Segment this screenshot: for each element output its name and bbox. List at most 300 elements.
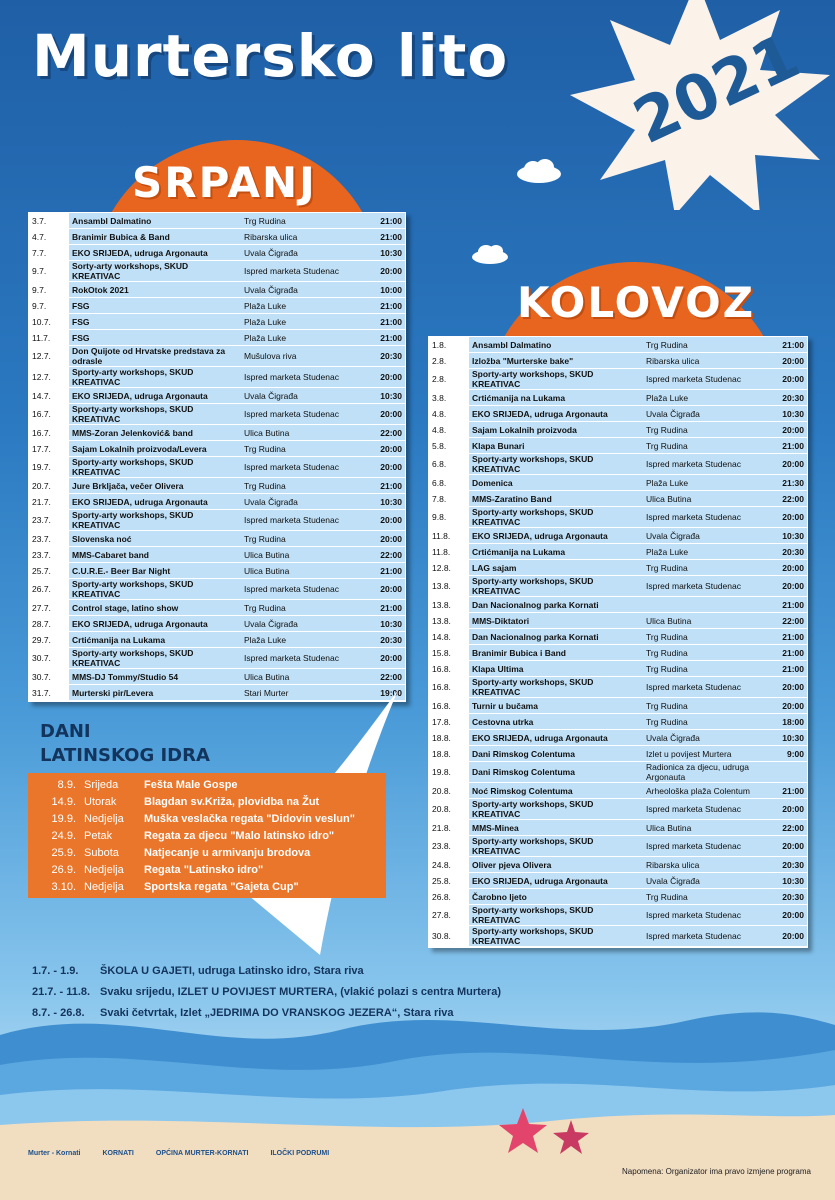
idro-date: 19.9. [51, 812, 76, 825]
schedule-event: Sporty-arty workshops, SKUD KREATIVAC [469, 799, 643, 820]
schedule-event: MMS-Zoran Jelenković& band [69, 425, 241, 441]
schedule-date: 30.8. [429, 926, 469, 947]
schedule-row [429, 597, 807, 613]
schedule-row [429, 491, 807, 507]
schedule-row [29, 404, 405, 425]
schedule-place: Ispred marketa Studenac [643, 576, 765, 597]
year-label: 2021 [622, 18, 810, 159]
schedule-time: 10:30 [363, 388, 405, 404]
schedule-event: Branimir Bubica i Band [469, 645, 643, 661]
schedule-date: 16.7. [29, 404, 69, 425]
schedule-time: 20:00 [363, 457, 405, 478]
schedule-row [429, 454, 807, 475]
schedule-place: Plaža Luke [643, 475, 765, 491]
schedule-event: Čarobno ljeto [469, 889, 643, 905]
schedule-row [429, 475, 807, 491]
schedule-row [29, 494, 405, 510]
schedule-place: Uvala Čigrađa [643, 406, 765, 422]
schedule-row [29, 648, 405, 669]
idro-row [28, 776, 386, 793]
schedule-event: Dan Nacionalnog parka Kornati [469, 597, 643, 613]
schedule-time: 9:00 [765, 746, 807, 762]
schedule-event: Slovenska noć [69, 531, 241, 547]
kolovoz-table [429, 337, 807, 947]
idro-row [28, 878, 386, 895]
schedule-time: 21:00 [363, 563, 405, 579]
schedule-place: Plaža Luke [241, 632, 363, 648]
kolovoz-title: KOLOVOZ [517, 278, 756, 327]
schedule-event: Control stage, latino show [69, 600, 241, 616]
schedule-date: 20.8. [429, 783, 469, 799]
schedule-date: 4.8. [429, 422, 469, 438]
schedule-date: 17.7. [29, 441, 69, 457]
schedule-date: 12.7. [29, 346, 69, 367]
schedule-time: 18:00 [765, 714, 807, 730]
schedule-time: 20:00 [363, 579, 405, 600]
schedule-event: Sporty-arty workshops, SKUD KREATIVAC [69, 510, 241, 531]
schedule-row [429, 369, 807, 390]
schedule-place: Trg Rudina [241, 213, 363, 229]
schedule-time: 20:00 [363, 367, 405, 388]
schedule-place: Trg Rudina [643, 337, 765, 353]
schedule-place: Uvala Čigrađa [241, 245, 363, 261]
srpanj-table [29, 213, 405, 701]
schedule-event: Dani Rimskog Colentuma [469, 762, 643, 783]
schedule-row [29, 213, 405, 229]
schedule-date: 12.7. [29, 367, 69, 388]
schedule-row [429, 746, 807, 762]
schedule-row [429, 507, 807, 528]
schedule-place: Uvala Čigrađa [643, 528, 765, 544]
schedule-event: RokOtok 2021 [69, 282, 241, 298]
schedule-time: 20:00 [363, 510, 405, 531]
schedule-place: Plaža Luke [241, 330, 363, 346]
cloud-icon [470, 243, 510, 265]
schedule-time: 21:00 [765, 597, 807, 613]
dani-idra-panel [28, 773, 386, 898]
schedule-row [29, 261, 405, 282]
idro-event: Sportska regata "Gajeta Cup" [144, 880, 299, 893]
bottom-range: 1.7. - 1.9. [32, 964, 79, 977]
schedule-date: 18.8. [429, 746, 469, 762]
schedule-place: Trg Rudina [241, 441, 363, 457]
schedule-time: 20:00 [363, 531, 405, 547]
schedule-date: 27.7. [29, 600, 69, 616]
schedule-row [429, 560, 807, 576]
schedule-date: 19.7. [29, 457, 69, 478]
sponsor-logos [28, 1150, 329, 1158]
schedule-place: Ulica Butina [643, 491, 765, 507]
schedule-date: 4.8. [429, 406, 469, 422]
schedule-event: EKO SRIJEDA, udruga Argonauta [69, 494, 241, 510]
schedule-date: 13.8. [429, 597, 469, 613]
schedule-date: 20.7. [29, 478, 69, 494]
schedule-date: 3.8. [429, 390, 469, 406]
idro-date: 26.9. [51, 863, 76, 876]
idro-event: Regata za djecu "Malo latinsko idro" [144, 829, 335, 842]
schedule-event: Dani Rimskog Colentuma [469, 746, 643, 762]
idro-day: Nedjelja [84, 812, 124, 825]
schedule-date: 9.8. [429, 507, 469, 528]
schedule-event: Sporty-arty workshops, SKUD KREATIVAC [469, 369, 643, 390]
starfish-icon [552, 1120, 590, 1154]
starfish-icon [498, 1108, 548, 1154]
bottom-text: Svaki četvrtak, Izlet „JEDRIMA DO VRANSKOG JEZERA“, Stara riva [100, 1006, 454, 1019]
schedule-place: Ispred marketa Studenac [241, 367, 363, 388]
schedule-event: Sporty-arty workshops, SKUD KREATIVAC [69, 404, 241, 425]
schedule-time: 20:00 [363, 441, 405, 457]
schedule-event: Sporty-arty workshops, SKUD KREATIVAC [469, 905, 643, 926]
schedule-event: Sporty-arty workshops, SKUD KREATIVAC [69, 457, 241, 478]
schedule-date: 13.8. [429, 613, 469, 629]
idro-day: Nedjelja [84, 863, 124, 876]
sponsor-logo: ILOČKI PODRUMI [270, 1150, 330, 1157]
schedule-time: 10:30 [765, 406, 807, 422]
schedule-row [429, 528, 807, 544]
schedule-place: Ulica Butina [643, 613, 765, 629]
schedule-date: 11.7. [29, 330, 69, 346]
schedule-date: 14.8. [429, 629, 469, 645]
schedule-time: 20:30 [765, 390, 807, 406]
schedule-row [429, 645, 807, 661]
schedule-time: 20:00 [765, 799, 807, 820]
schedule-time: 21:00 [765, 645, 807, 661]
schedule-date: 29.7. [29, 632, 69, 648]
schedule-row [429, 677, 807, 698]
schedule-place: Ispred marketa Studenac [643, 454, 765, 475]
schedule-row [429, 926, 807, 947]
schedule-time: 20:00 [765, 677, 807, 698]
schedule-event: EKO SRIJEDA, udruga Argonauta [69, 616, 241, 632]
schedule-row [429, 337, 807, 353]
schedule-time: 22:00 [765, 491, 807, 507]
schedule-place: Ispred marketa Studenac [643, 836, 765, 857]
schedule-date: 3.7. [29, 213, 69, 229]
schedule-date: 2.8. [429, 353, 469, 369]
idro-day: Srijeda [84, 778, 119, 791]
schedule-time: 22:00 [765, 613, 807, 629]
idro-date: 24.9. [51, 829, 76, 842]
schedule-row [29, 425, 405, 441]
schedule-event: Sorty-arty workshops, SKUD KREATIVAC [69, 261, 241, 282]
schedule-date: 9.7. [29, 282, 69, 298]
schedule-place: Trg Rudina [241, 478, 363, 494]
schedule-date: 11.8. [429, 528, 469, 544]
schedule-time: 20:30 [765, 857, 807, 873]
schedule-date: 25.7. [29, 563, 69, 579]
schedule-event: Sporty-arty workshops, SKUD KREATIVAC [469, 677, 643, 698]
idro-day: Subota [84, 846, 119, 859]
schedule-date: 4.7. [29, 229, 69, 245]
schedule-time [765, 762, 807, 783]
schedule-time: 22:00 [363, 425, 405, 441]
schedule-row [429, 836, 807, 857]
schedule-row [429, 698, 807, 714]
schedule-event: Dan Nacionalnog parka Kornati [469, 629, 643, 645]
schedule-place: Ispred marketa Studenac [643, 677, 765, 698]
schedule-event: LAG sajam [469, 560, 643, 576]
poster-title: Murtersko lito [32, 22, 509, 90]
idro-day: Utorak [84, 795, 117, 808]
schedule-time: 22:00 [363, 547, 405, 563]
schedule-place: Uvala Čigrađa [241, 616, 363, 632]
schedule-date: 26.8. [429, 889, 469, 905]
schedule-row [429, 762, 807, 783]
schedule-event: Crtićmanija na Lukama [469, 544, 643, 560]
schedule-row [429, 905, 807, 926]
schedule-place: Ulica Butina [241, 563, 363, 579]
schedule-row [429, 353, 807, 369]
schedule-place: Ispred marketa Studenac [643, 799, 765, 820]
schedule-event: Domenica [469, 475, 643, 491]
schedule-event: Murterski pir/Levera [69, 685, 241, 701]
schedule-date: 9.7. [29, 261, 69, 282]
schedule-row [29, 510, 405, 531]
schedule-date: 16.7. [29, 425, 69, 441]
schedule-row [29, 346, 405, 367]
schedule-date: 7.7. [29, 245, 69, 261]
sponsor-logo: KORNATI [102, 1150, 134, 1157]
bottom-range: 8.7. - 26.8. [32, 1006, 85, 1019]
schedule-place: Trg Rudina [643, 629, 765, 645]
schedule-place: Trg Rudina [241, 531, 363, 547]
schedule-row [29, 616, 405, 632]
schedule-date: 21.8. [429, 820, 469, 836]
schedule-event: EKO SRIJEDA, udruga Argonauta [469, 528, 643, 544]
schedule-place: Plaža Luke [643, 544, 765, 560]
schedule-place: Ulica Butina [643, 820, 765, 836]
schedule-row [29, 547, 405, 563]
schedule-time: 21:00 [765, 783, 807, 799]
schedule-time: 21:30 [765, 475, 807, 491]
schedule-place: Plaža Luke [643, 390, 765, 406]
schedule-place: Ispred marketa Studenac [643, 926, 765, 947]
schedule-date: 12.8. [429, 560, 469, 576]
bottom-text: Svaku srijedu, IZLET U POVIJEST MURTERA, (vlakić polazi s centra Murtera) [100, 985, 501, 998]
schedule-place: Uvala Čigrađa [643, 873, 765, 889]
schedule-row [429, 820, 807, 836]
schedule-time: 22:00 [363, 669, 405, 685]
schedule-event: EKO SRIJEDA, udruga Argonauta [469, 730, 643, 746]
schedule-row [29, 600, 405, 616]
bottom-row [32, 1002, 501, 1023]
schedule-time: 10:30 [765, 873, 807, 889]
schedule-place: Uvala Čigrađa [241, 494, 363, 510]
bottom-row [32, 981, 501, 1002]
schedule-time: 21:00 [363, 314, 405, 330]
schedule-date: 10.7. [29, 314, 69, 330]
schedule-time: 20:00 [765, 836, 807, 857]
schedule-event: Ansambl Dalmatino [469, 337, 643, 353]
schedule-place: Ulica Butina [241, 547, 363, 563]
schedule-date: 7.8. [429, 491, 469, 507]
schedule-place: Radionica za djecu, udruga Argonauta [643, 762, 765, 783]
schedule-time: 21:00 [363, 478, 405, 494]
schedule-time: 10:00 [363, 282, 405, 298]
schedule-event: FSG [69, 314, 241, 330]
schedule-date: 23.7. [29, 531, 69, 547]
idro-event: Muška veslačka regata "Didovin veslun" [144, 812, 355, 825]
schedule-time: 10:30 [363, 245, 405, 261]
schedule-time: 20:00 [765, 422, 807, 438]
srpanj-title: SRPANJ [132, 158, 317, 207]
schedule-event: Klapa Ultima [469, 661, 643, 677]
schedule-event: Crtićmanija na Lukama [69, 632, 241, 648]
schedule-time: 20:30 [765, 544, 807, 560]
schedule-row [29, 478, 405, 494]
schedule-date: 19.8. [429, 762, 469, 783]
schedule-place: Ribarska ulica [643, 857, 765, 873]
schedule-event: MMS-Zaratino Band [469, 491, 643, 507]
schedule-date: 30.7. [29, 648, 69, 669]
schedule-place: Trg Rudina [643, 560, 765, 576]
sponsor-logo: Murter - Kornati [28, 1150, 81, 1157]
schedule-place: Ulica Butina [241, 425, 363, 441]
schedule-event: C.U.R.E.- Beer Bar Night [69, 563, 241, 579]
schedule-time: 20:00 [765, 560, 807, 576]
schedule-row [29, 367, 405, 388]
sponsor-logo: OPĆINA MURTER-KORNATI [155, 1150, 249, 1157]
schedule-date: 28.7. [29, 616, 69, 632]
schedule-place: Mušulova riva [241, 346, 363, 367]
schedule-place: Trg Rudina [241, 600, 363, 616]
schedule-event: Sporty-arty workshops, SKUD KREATIVAC [469, 507, 643, 528]
schedule-date: 11.8. [429, 544, 469, 560]
schedule-row [429, 576, 807, 597]
schedule-date: 20.8. [429, 799, 469, 820]
schedule-time: 10:30 [765, 730, 807, 746]
schedule-place: Ispred marketa Studenac [241, 579, 363, 600]
bottom-row [32, 960, 501, 981]
schedule-place: Trg Rudina [643, 422, 765, 438]
idro-date: 14.9. [51, 795, 76, 808]
bottom-programme [32, 960, 501, 1023]
schedule-place: Trg Rudina [643, 889, 765, 905]
organizer-note: Napomena: Organizator ima pravo izmjene programa [622, 1167, 811, 1176]
schedule-time: 20:00 [765, 369, 807, 390]
schedule-time: 21:00 [765, 629, 807, 645]
kolovoz-schedule-panel [428, 336, 808, 948]
schedule-place: Trg Rudina [643, 698, 765, 714]
schedule-row [29, 531, 405, 547]
schedule-place: Ispred marketa Studenac [643, 507, 765, 528]
schedule-time: 20:30 [765, 889, 807, 905]
schedule-time: 10:30 [363, 616, 405, 632]
schedule-event: Izložba "Murterske bake" [469, 353, 643, 369]
schedule-event: MMS-Diktatori [469, 613, 643, 629]
schedule-event: MMS-Minea [469, 820, 643, 836]
srpanj-schedule-panel [28, 212, 406, 702]
schedule-event: Sporty-arty workshops, SKUD KREATIVAC [469, 454, 643, 475]
schedule-row [429, 889, 807, 905]
schedule-place: Trg Rudina [643, 645, 765, 661]
idro-event: Natjecanje u armivanju brodova [144, 846, 311, 859]
idro-row [28, 810, 386, 827]
schedule-place: Ispred marketa Studenac [241, 404, 363, 425]
schedule-event: Jure Brkljača, večer Olivera [69, 478, 241, 494]
schedule-time: 20:00 [765, 698, 807, 714]
schedule-date: 9.7. [29, 298, 69, 314]
schedule-event: Ansambl Dalmatino [69, 213, 241, 229]
schedule-place: Uvala Čigrađa [241, 388, 363, 404]
schedule-row [29, 245, 405, 261]
schedule-date: 30.7. [29, 669, 69, 685]
idro-date: 3.10. [51, 880, 76, 893]
schedule-place: Ispred marketa Studenac [241, 510, 363, 531]
schedule-date: 23.7. [29, 510, 69, 531]
schedule-event: FSG [69, 298, 241, 314]
idro-row [28, 827, 386, 844]
schedule-row [29, 282, 405, 298]
schedule-event: Sajam Lokalnih proizvoda/Levera [69, 441, 241, 457]
schedule-place: Ulica Butina [241, 669, 363, 685]
schedule-place: Izlet u povijest Murtera [643, 746, 765, 762]
schedule-row [429, 799, 807, 820]
schedule-row [429, 629, 807, 645]
schedule-time: 20:00 [363, 404, 405, 425]
schedule-time: 10:30 [363, 494, 405, 510]
schedule-date: 23.8. [429, 836, 469, 857]
schedule-event: Sporty-arty workshops, SKUD KREATIVAC [69, 579, 241, 600]
schedule-event: EKO SRIJEDA, udruga Argonauta [469, 406, 643, 422]
schedule-place: Ispred marketa Studenac [241, 648, 363, 669]
schedule-date: 16.8. [429, 698, 469, 714]
schedule-place: Plaža Luke [241, 314, 363, 330]
schedule-event: Sporty-arty workshops, SKUD KREATIVAC [69, 367, 241, 388]
schedule-event: EKO SRIJEDA, udruga Argonauta [69, 245, 241, 261]
schedule-time: 20:00 [765, 905, 807, 926]
schedule-event: Oliver pjeva Olivera [469, 857, 643, 873]
schedule-date: 24.8. [429, 857, 469, 873]
idro-event: Blagdan sv.Križa, plovidba na Žut [144, 795, 320, 808]
schedule-row [29, 579, 405, 600]
schedule-time: 21:00 [363, 600, 405, 616]
schedule-row [429, 390, 807, 406]
schedule-date: 2.8. [429, 369, 469, 390]
schedule-date: 25.8. [429, 873, 469, 889]
schedule-event: MMS-Cabaret band [69, 547, 241, 563]
idro-date: 25.9. [51, 846, 76, 859]
schedule-event: Noć Rimskog Colentuma [469, 783, 643, 799]
schedule-event: EKO SRIJEDA, udruga Argonauta [469, 873, 643, 889]
schedule-event: Don Quijote od Hrvatske predstava za odrasle [69, 346, 241, 367]
schedule-row [29, 441, 405, 457]
schedule-date: 23.7. [29, 547, 69, 563]
schedule-place [643, 597, 765, 613]
schedule-event: Klapa Bunari [469, 438, 643, 454]
schedule-date: 21.7. [29, 494, 69, 510]
schedule-event: EKO SRIJEDA, udruga Argonauta [69, 388, 241, 404]
schedule-time: 21:00 [765, 438, 807, 454]
schedule-row [429, 857, 807, 873]
idro-row [28, 793, 386, 810]
cloud-icon [515, 158, 563, 184]
schedule-row [429, 783, 807, 799]
schedule-place: Trg Rudina [643, 661, 765, 677]
schedule-time: 21:00 [363, 298, 405, 314]
schedule-time: 19:00 [363, 685, 405, 701]
schedule-row [429, 661, 807, 677]
schedule-time: 20:00 [765, 454, 807, 475]
schedule-row [29, 298, 405, 314]
schedule-event: MMS-DJ Tommy/Studio 54 [69, 669, 241, 685]
idro-day: Petak [84, 829, 113, 842]
schedule-row [29, 388, 405, 404]
schedule-place: Ribarska ulica [643, 353, 765, 369]
schedule-date: 6.8. [429, 454, 469, 475]
schedule-time: 21:00 [765, 661, 807, 677]
schedule-place: Ispred marketa Studenac [643, 369, 765, 390]
